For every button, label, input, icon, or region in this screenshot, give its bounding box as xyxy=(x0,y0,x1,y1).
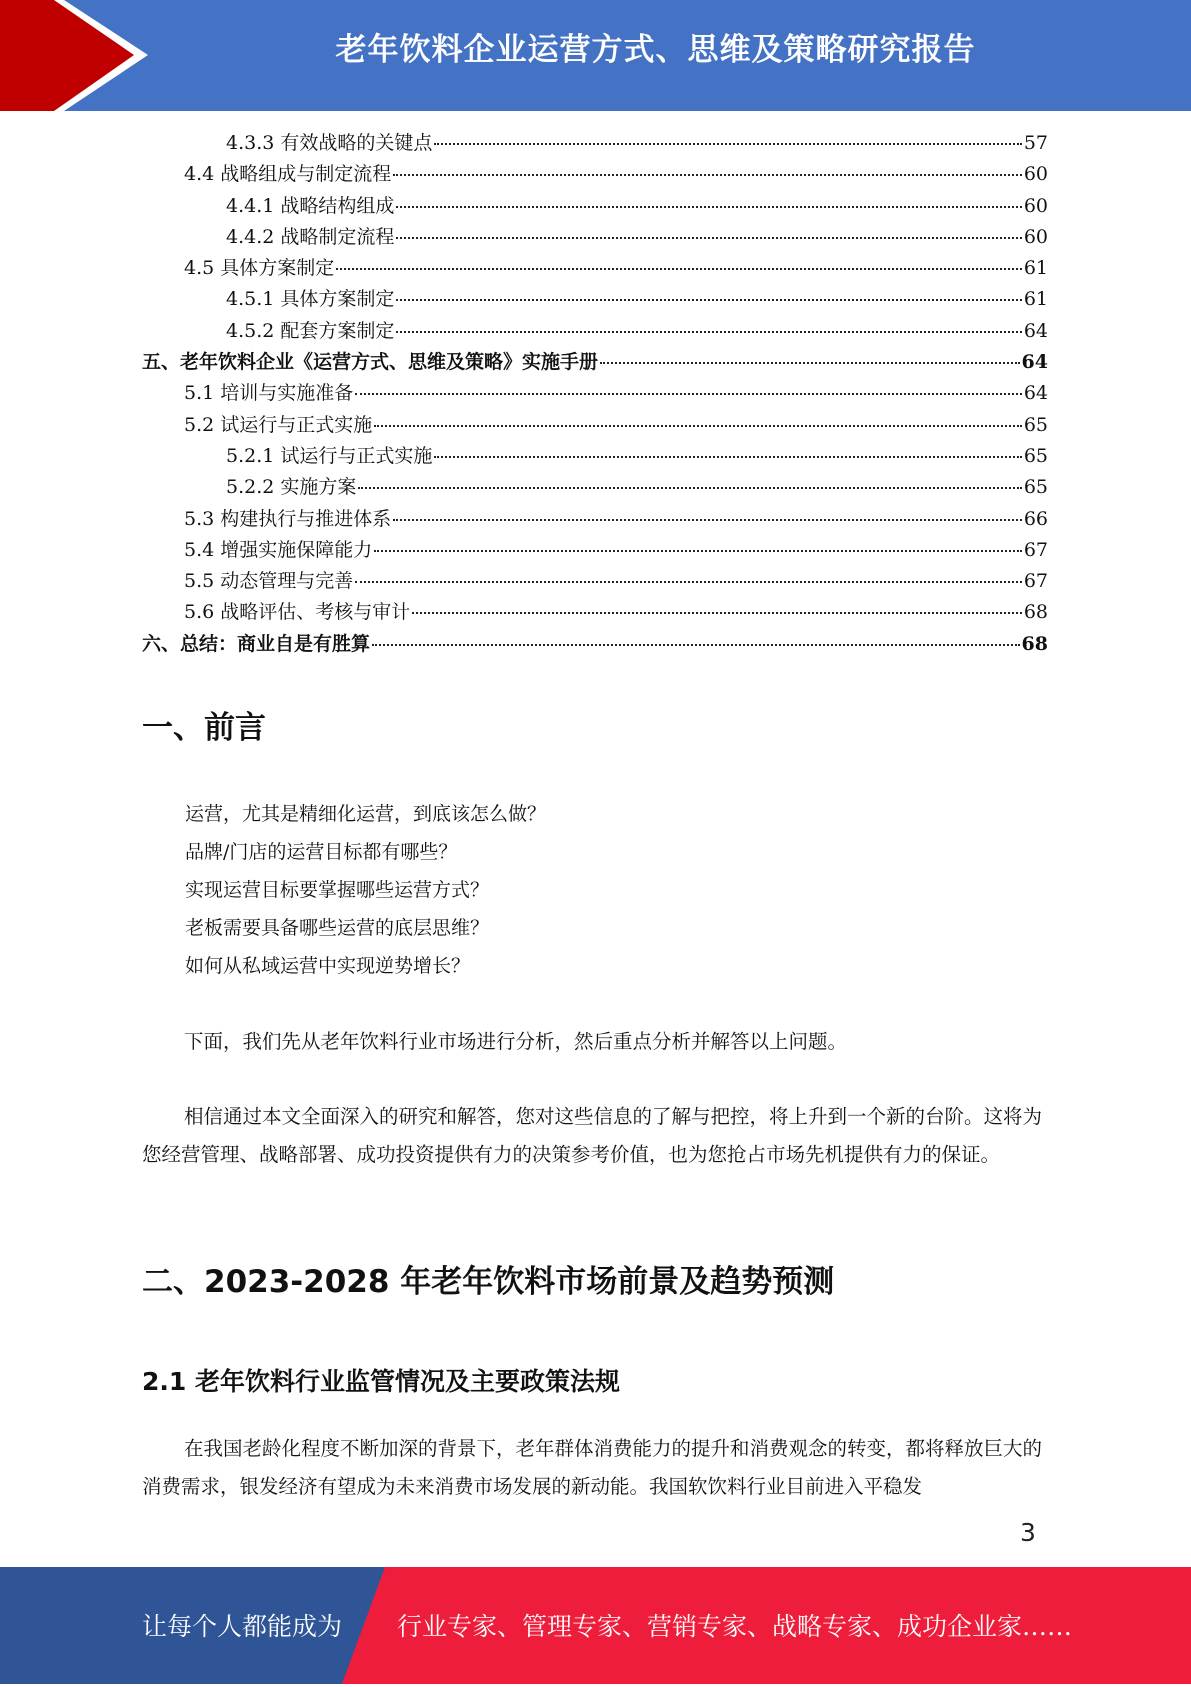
toc-entry-label: 5.2 试运行与正式实施 xyxy=(184,413,373,436)
header-banner xyxy=(0,0,1191,111)
toc-entry[interactable] xyxy=(142,629,1048,660)
toc-dot-leader xyxy=(412,612,1022,614)
toc-dot-leader xyxy=(358,487,1021,489)
toc-entry-page: 64 xyxy=(1021,351,1048,374)
toc-dot-leader xyxy=(600,362,1020,364)
toc-entry[interactable] xyxy=(142,347,1048,378)
toc-entry[interactable] xyxy=(142,128,1048,159)
footer-slogan-right: 行业专家、管理专家、营销专家、战略专家、成功企业家…… xyxy=(397,1612,1073,1641)
toc-entry[interactable] xyxy=(142,410,1048,441)
toc-entry[interactable] xyxy=(142,472,1048,503)
toc-entry-page: 67 xyxy=(1023,538,1048,561)
question-item: 实现运营目标要掌握哪些运营方式？ xyxy=(185,879,490,901)
section-heading-market-outlook: 二、2023-2028 年老年饮料市场前景及趋势预测 xyxy=(142,1264,835,1300)
toc-entry[interactable] xyxy=(142,222,1048,253)
toc-entry-label: 5.1 培训与实施准备 xyxy=(184,382,354,405)
toc-entry-page: 60 xyxy=(1023,194,1048,217)
toc-entry-label: 5.5 动态管理与完善 xyxy=(184,570,354,593)
toc-entry-label: 4.3.3 有效战略的关键点 xyxy=(226,132,433,154)
subsection-heading-regulation: 2.1 老年饮料行业监管情况及主要政策法规 xyxy=(142,1367,620,1396)
footer-slogan-left: 让每个人都能成为 xyxy=(142,1612,343,1641)
toc-entry-label: 5.3 构建执行与推进体系 xyxy=(184,507,392,530)
body-paragraph: 在我国老龄化程度不断加深的背景下，老年群体消费能力的提升和消费观念的转变，都将释放巨大的消费需求，银发经济有望成为未来消费市场发展的新动能。我国软饮料行业目前进入平稳发 xyxy=(142,1437,1043,1498)
toc-entry-page: 60 xyxy=(1023,225,1048,248)
toc-entry-page: 67 xyxy=(1023,570,1048,593)
toc-entry-page: 68 xyxy=(1021,632,1048,655)
toc-dot-leader xyxy=(396,206,1021,208)
toc-entry-label: 4.5.2 配套方案制定 xyxy=(226,319,395,342)
table-of-contents xyxy=(142,128,1048,660)
toc-dot-leader xyxy=(393,174,1022,176)
toc-entry-page: 57 xyxy=(1023,132,1048,154)
toc-entry-page: 65 xyxy=(1023,413,1048,436)
toc-dot-leader xyxy=(374,425,1022,427)
toc-entry[interactable] xyxy=(142,378,1048,409)
body-paragraph: 相信通过本文全面深入的研究和解答，您对这些信息的了解与把控，将上升到一个新的台阶。这将为您经营管理、战略部署、成功投资提供有力的决策参考价值，也为您抢占市场先机提供有力的保证。 xyxy=(142,1105,1043,1166)
toc-entry[interactable] xyxy=(142,253,1048,284)
toc-entry-label: 4.5 具体方案制定 xyxy=(184,257,335,280)
toc-dot-leader xyxy=(393,519,1022,521)
toc-entry[interactable] xyxy=(142,504,1048,535)
toc-dot-leader xyxy=(396,331,1021,333)
body-paragraph: 下面，我们先从老年饮料行业市场进行分析，然后重点分析并解答以上问题。 xyxy=(184,1030,848,1053)
toc-entry-label: 六、总结：商业自是有胜算 xyxy=(142,632,371,655)
toc-entry-page: 65 xyxy=(1023,444,1048,467)
toc-entry-label: 5.2.2 实施方案 xyxy=(226,476,357,499)
toc-dot-leader xyxy=(355,393,1022,395)
question-item: 老板需要具备哪些运营的底层思维？ xyxy=(185,917,490,939)
question-item: 品牌/门店的运营目标都有哪些？ xyxy=(185,841,458,863)
toc-entry[interactable] xyxy=(142,316,1048,347)
toc-entry-label: 4.4 战略组成与制定流程 xyxy=(184,163,392,186)
toc-entry-label: 4.4.2 战略制定流程 xyxy=(226,225,395,248)
toc-dot-leader xyxy=(396,237,1021,239)
question-list xyxy=(185,799,546,989)
toc-entry-label: 5.6 战略评估、考核与审计 xyxy=(184,601,411,624)
footer-banner xyxy=(0,1567,1191,1684)
page-number: 3 xyxy=(1020,1518,1036,1547)
toc-dot-leader xyxy=(434,456,1021,458)
report-title: 老年饮料企业运营方式、思维及策略研究报告 xyxy=(335,32,976,68)
question-item: 运营，尤其是精细化运营，到底该怎么做？ xyxy=(185,803,547,825)
toc-dot-leader xyxy=(355,581,1022,583)
toc-entry-page: 65 xyxy=(1023,476,1048,499)
question-item: 如何从私域运营中实现逆势增长？ xyxy=(185,955,471,977)
section-heading-preface: 一、前言 xyxy=(142,710,266,746)
red-chevron-decoration xyxy=(0,0,160,111)
toc-entry-page: 61 xyxy=(1023,288,1048,311)
toc-entry[interactable] xyxy=(142,566,1048,597)
toc-entry[interactable] xyxy=(142,159,1048,190)
toc-entry[interactable] xyxy=(142,441,1048,472)
toc-entry-page: 64 xyxy=(1023,319,1048,342)
toc-entry[interactable] xyxy=(142,535,1048,566)
toc-entry[interactable] xyxy=(142,284,1048,315)
toc-dot-leader xyxy=(372,644,1020,646)
toc-entry[interactable] xyxy=(142,191,1048,222)
toc-entry-label: 5.4 增强实施保障能力 xyxy=(184,538,373,561)
toc-entry-label: 5.2.1 试运行与正式实施 xyxy=(226,444,433,467)
toc-dot-leader xyxy=(396,299,1021,301)
toc-dot-leader xyxy=(434,143,1021,145)
toc-entry-page: 64 xyxy=(1023,382,1048,405)
toc-entry-page: 68 xyxy=(1023,601,1048,624)
toc-entry-page: 66 xyxy=(1023,507,1048,530)
toc-entry-label: 4.5.1 具体方案制定 xyxy=(226,288,395,311)
toc-entry-label: 4.4.1 战略结构组成 xyxy=(226,194,395,217)
toc-entry[interactable] xyxy=(142,597,1048,628)
toc-entry-label: 五、老年饮料企业《运营方式、思维及策略》实施手册 xyxy=(142,351,599,374)
toc-entry-page: 60 xyxy=(1023,163,1048,186)
toc-dot-leader xyxy=(374,550,1022,552)
toc-entry-page: 61 xyxy=(1023,257,1048,280)
toc-dot-leader xyxy=(336,268,1022,270)
